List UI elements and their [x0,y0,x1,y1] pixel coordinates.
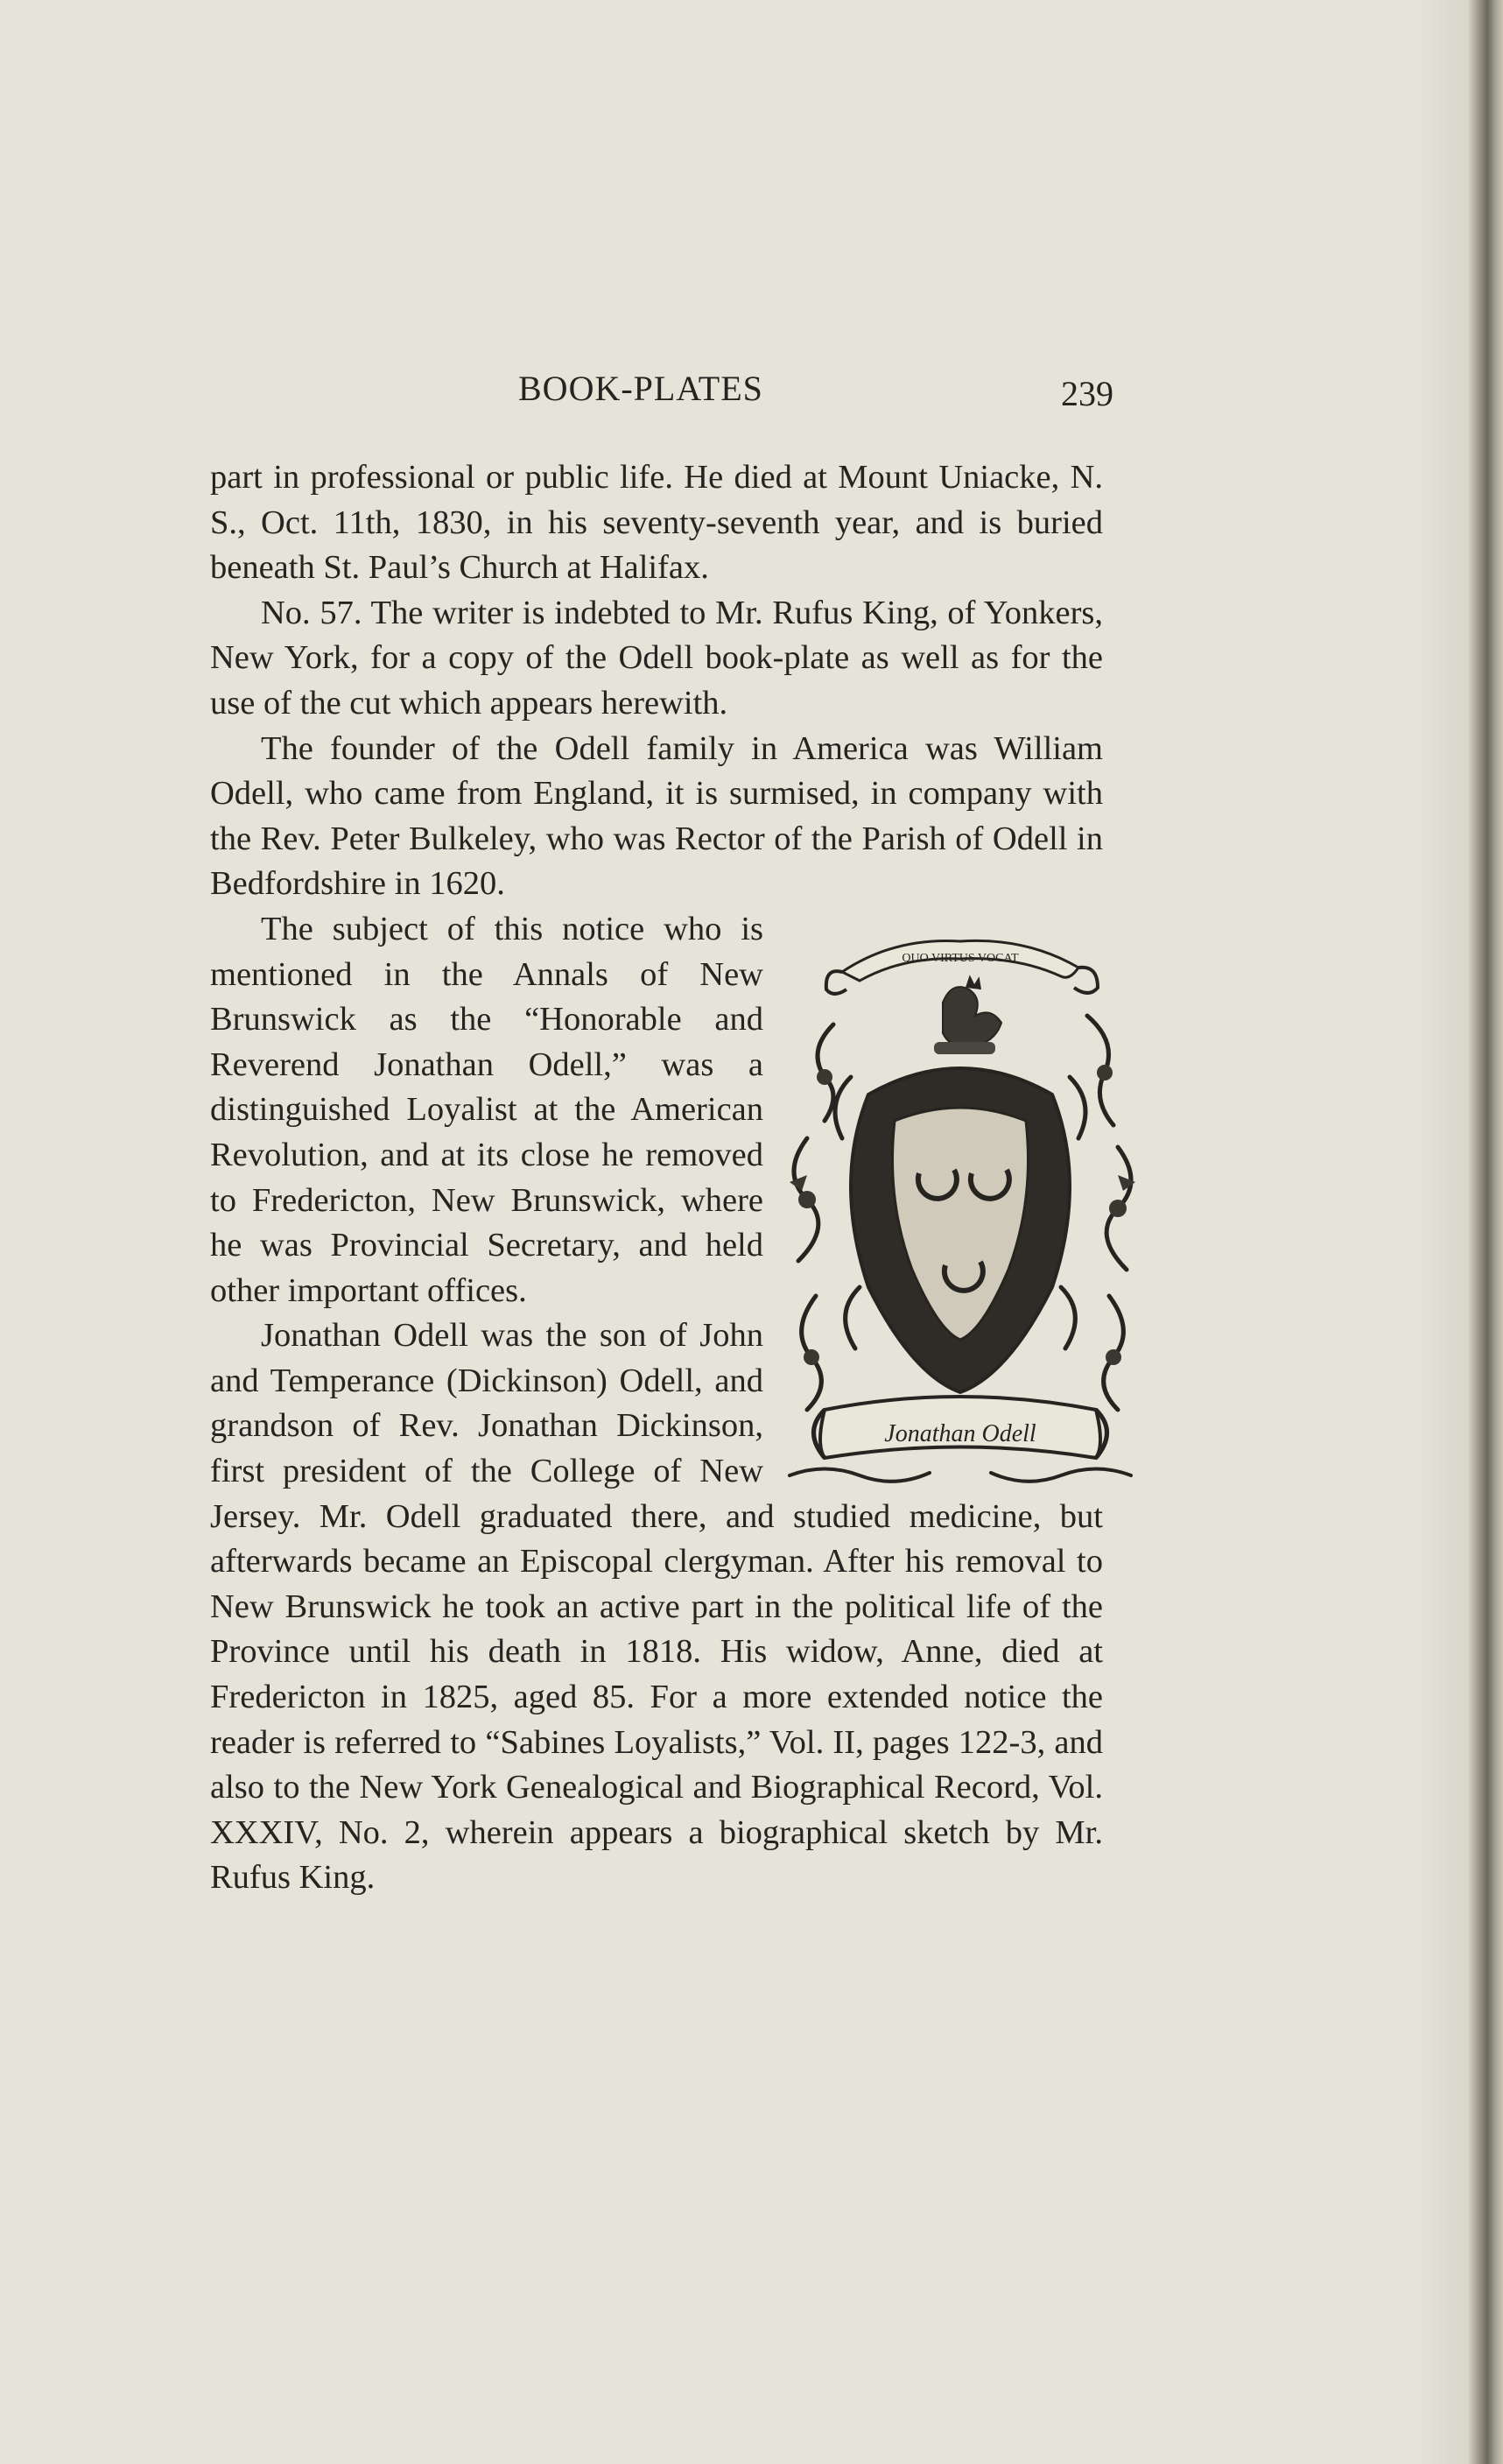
page-number: 239 [1061,374,1113,413]
bookplate-illustration [772,919,1148,1489]
bookplate-motto: QUO VIRTUS VOCAT [902,951,1019,965]
paragraph-1: part in professional or public life. He died at Mount Uniacke, N. S., Oct. 11th, 1830, in his seventy-seventh year, and is buried beneath St. Paul’s Church at Halifax. [210,459,1103,587]
running-head [210,368,1120,420]
page-gutter-shadow [1415,0,1468,2464]
paragraph-5: Jonathan Odell was the son of John and Temperance (Dickinson) Odell, and grandson of Rev. Jonathan Dickinson, first president of the College of New Jersey. Mr. Odell graduated there, and studied medicine, but afterwards became an Episcopal clergyman. After his removal to New Brunswick he took an active part in the political life of the Province until his death in 1818. His widow, Anne, died at Fredericton in 1825, aged 85. For a more extended notice the reader is referred to “Sabines Loyalists,” Vol. II, pages 122-3, and also to the New York Genealogical and Biographical Record, Vol. XXXIV, No. 2, wherein appears a biographical sketch by Mr. Rufus King. [210,1317,1103,1897]
running-title: BOOK-PLATES [518,369,763,408]
bookplate-engraving-icon [772,919,1148,1489]
body-text [210,455,1103,1901]
paragraph-4-lead [210,907,1103,1447]
paragraph-2: No. 57. The writer is indebted to Mr. Rufus King, of Yonkers, New York, for a copy of the Odell book-plate as well as for the use of the cut which appears herewith. [210,594,1103,722]
bookplate-name-label: Jonathan Odell [884,1419,1036,1447]
paragraph-4: The subject of this notice who is mentioned in the Annals of New Brunswick as the “Honorable and Reverend Jonathan Odell,” was a distinguished Loyalist at the American Revolution, and at its close he removed to Fredericton, New Brunswick, where he was Provincial Secretary, and held other important offices. [210,910,763,1309]
paragraph-3: The founder of the Odell family in America was William Odell, who came from England, it is surmised, in company with the Rev. Peter Bulkeley, who was Rector of the Parish of Odell in Bedfordshire in 1620. [210,729,1103,903]
page-edge-stack [1468,0,1503,2464]
